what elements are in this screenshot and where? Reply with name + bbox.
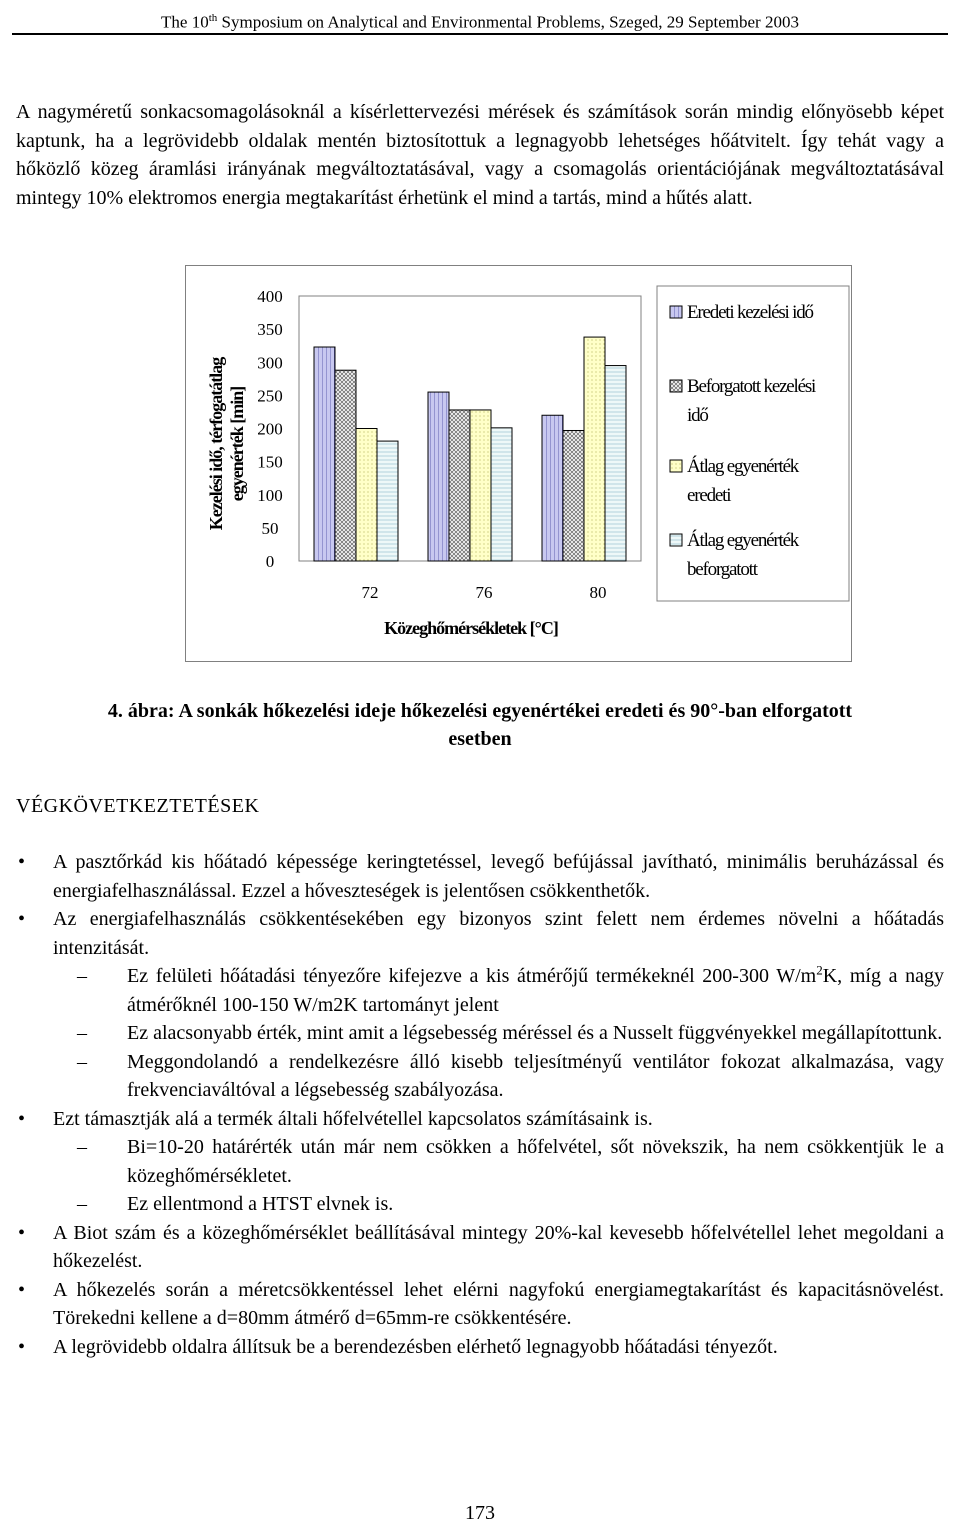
bar-1-72 (314, 347, 335, 561)
legend-swatch-2 (670, 380, 682, 392)
x-tick-label: 72 (361, 583, 379, 602)
bar-2-76 (449, 410, 470, 561)
bar-3-72 (356, 429, 377, 562)
bullet-text: Az energiafelhasználás csökkentésekében egy bizonyos szint felett nem érdemes növelni a hőátadás intenzitását. (53, 908, 944, 959)
dash-marker: – (77, 1050, 87, 1073)
legend-label-2: Beforgatott kezelési (687, 376, 816, 397)
sub-item (16, 1190, 944, 1219)
y-tick-label: 0 (265, 552, 275, 571)
bar-4-72 (377, 441, 398, 561)
legend-label-4: Átlag egyenérték (687, 530, 799, 551)
bullet-marker: • (18, 908, 26, 930)
bar-3-76 (470, 410, 491, 561)
caption-line-1: 4. ábra: A sonkák hőkezelési ideje hőkezelési egyenértékei eredeti és 90°-ban elforgatott (107, 700, 853, 722)
y-tick-label: 350 (257, 320, 283, 340)
bar-2-72 (335, 370, 356, 561)
sub-item-text: Ez felületi hőátadási tényezőre kifejezve a kis átmérőjű termékeknél 200-300 W/m (127, 965, 817, 987)
legend-border (657, 286, 849, 601)
sub-item (16, 1048, 944, 1105)
intro-paragraph-text: A nagyméretű sonkacsomagolásoknál a kísérlettervezési mérések és számítások során mindig előnyösebb képet kaptunk, ha a legrövidebb oldalak mentén biztosítottuk a legnagyobb lehetséges hőátvitelt. Így tehát vagy a hőközlő közeg áramlási irányának megváltoztatásával, vagy a csomagolás orientációjának megváltoztatásával mintegy 10% elektromos energia megtakarítást érhetünk el mind a tartás, mind a hűtés alatt. (16, 101, 944, 209)
intro-paragraph (16, 98, 944, 212)
caption-line-2: esetben (448, 728, 512, 750)
bullet-item (16, 905, 944, 962)
bar-4-80 (605, 366, 626, 561)
sub-item-text: Bi=10-20 határérték után már nem csökken a hőfelvétel, sőt növekszik, ha nem csökkentjük le a közeghőmérsékletet. (127, 1136, 944, 1187)
bar-2-80 (563, 430, 584, 561)
y-axis-title-line1: Kezelési idő, térfogatátlag (206, 357, 226, 531)
dash-marker: – (77, 965, 87, 987)
bullet-marker: • (18, 1278, 26, 1301)
y-axis-ticks (257, 287, 283, 571)
legend-label-2: idő (687, 405, 708, 426)
bullet-item (16, 1105, 944, 1134)
sub-item-text: Ez ellentmond a HTST elvnek is. (127, 1193, 394, 1215)
section-title: VÉGKÖVETKEZTETÉSEK (16, 795, 260, 817)
conclusions-list (16, 848, 944, 1361)
x-axis-title: Közeghőmérsékletek [°C] (384, 618, 558, 638)
bullet-marker: • (18, 851, 26, 873)
bullet-marker: • (18, 1221, 26, 1244)
legend-label-1: Eredeti kezelési idő (687, 302, 813, 323)
legend-swatch-1 (670, 306, 682, 318)
y-tick-label: 250 (257, 386, 283, 406)
chart-frame (185, 265, 852, 662)
dash-marker: – (77, 1022, 87, 1044)
y-axis-title (206, 357, 247, 530)
sub-item-superscript: 2 (816, 962, 823, 978)
bullet-text: Ezt támasztják alá a termék általi hőfelvétellel kapcsolatos számításaink is. (53, 1107, 653, 1130)
sub-item (16, 962, 944, 1019)
y-tick-label: 300 (257, 353, 283, 373)
y-axis-title-line2: egyenérték [min] (227, 386, 247, 502)
dash-marker: – (77, 1193, 87, 1215)
legend-label-3: eredeti (687, 485, 731, 506)
header-superscript: th (208, 12, 218, 24)
header-rule (12, 33, 948, 35)
x-tick-label: 80 (589, 583, 607, 602)
bullet-item (16, 1276, 944, 1333)
y-tick-label: 400 (257, 287, 283, 306)
sub-item (16, 1019, 944, 1048)
legend-swatch-3 (670, 460, 682, 472)
bullet-marker: • (18, 1107, 26, 1130)
sub-item-text: Ez alacsonyabb érték, mint amit a légsebesség méréssel és a Nusselt függvényekkel megállapítottunk. (127, 1022, 943, 1044)
bullet-marker: • (18, 1335, 26, 1358)
bullet-text: A pasztőrkád kis hőátadó képessége keringtetéssel, levegő befújással javítható, minimális beruházással és energiafelhasználással. Ezzel a hőveszteségek is jelentősen csökkenthetők. (53, 851, 944, 902)
bullet-text: A Biot szám és a közeghőmérséklet beállításával mintegy 20%-kal kevesebb hőfelvétellel lehet megoldani a hőkezelést. (53, 1221, 944, 1272)
sub-item-text: Meggondolandó a rendelkezésre álló kisebb teljesítményű ventilátor fokozat alkalmazása, vagy frekvenciaváltóval a légsebesség szabályozása. (127, 1050, 944, 1101)
bars (314, 337, 626, 561)
bar-4-76 (491, 428, 512, 561)
dash-marker: – (77, 1136, 87, 1158)
y-tick-label: 50 (261, 518, 279, 538)
bar-1-80 (542, 415, 563, 561)
legend (657, 286, 849, 601)
legend-label-3: Átlag egyenérték (687, 456, 799, 477)
bullet-text: A legrövidebb oldalra állítsuk be a berendezésben elérhető legnagyobb hőátadási tényezőt. (53, 1335, 778, 1358)
bar-chart (186, 266, 851, 661)
bullet-text: A hőkezelés során a méretcsökkentéssel lehet elérni nagyfokú energiamegtakarítást és kapacitásnövelést. Törekedni kellene a d=80mm átmérő d=65mm-re csökkentésére. (53, 1278, 944, 1329)
running-header (0, 6, 960, 35)
sub-item-text-rest: K, míg a nagy átmérőknél 100-150 W/m2K tartományt jelent (127, 965, 945, 1016)
header-text: The 10 (161, 12, 209, 32)
y-tick-label: 200 (257, 419, 283, 439)
header-text-rest: Symposium on Analytical and Environmental Problems, Szeged, 29 September 2003 (217, 12, 799, 32)
bullet-item (16, 848, 944, 905)
bar-3-80 (584, 337, 605, 561)
legend-swatch-4 (670, 534, 682, 546)
x-axis-ticks (362, 583, 607, 602)
figure-caption (40, 697, 920, 753)
bullet-item (16, 1219, 944, 1276)
bar-1-76 (428, 392, 449, 561)
bullet-item (16, 1333, 944, 1362)
x-tick-label: 76 (475, 583, 493, 602)
y-tick-label: 150 (257, 452, 283, 472)
y-tick-label: 100 (257, 485, 283, 505)
legend-label-4: beforgatott (687, 559, 757, 580)
page-number: 173 (465, 1502, 495, 1524)
sub-item (16, 1133, 944, 1190)
